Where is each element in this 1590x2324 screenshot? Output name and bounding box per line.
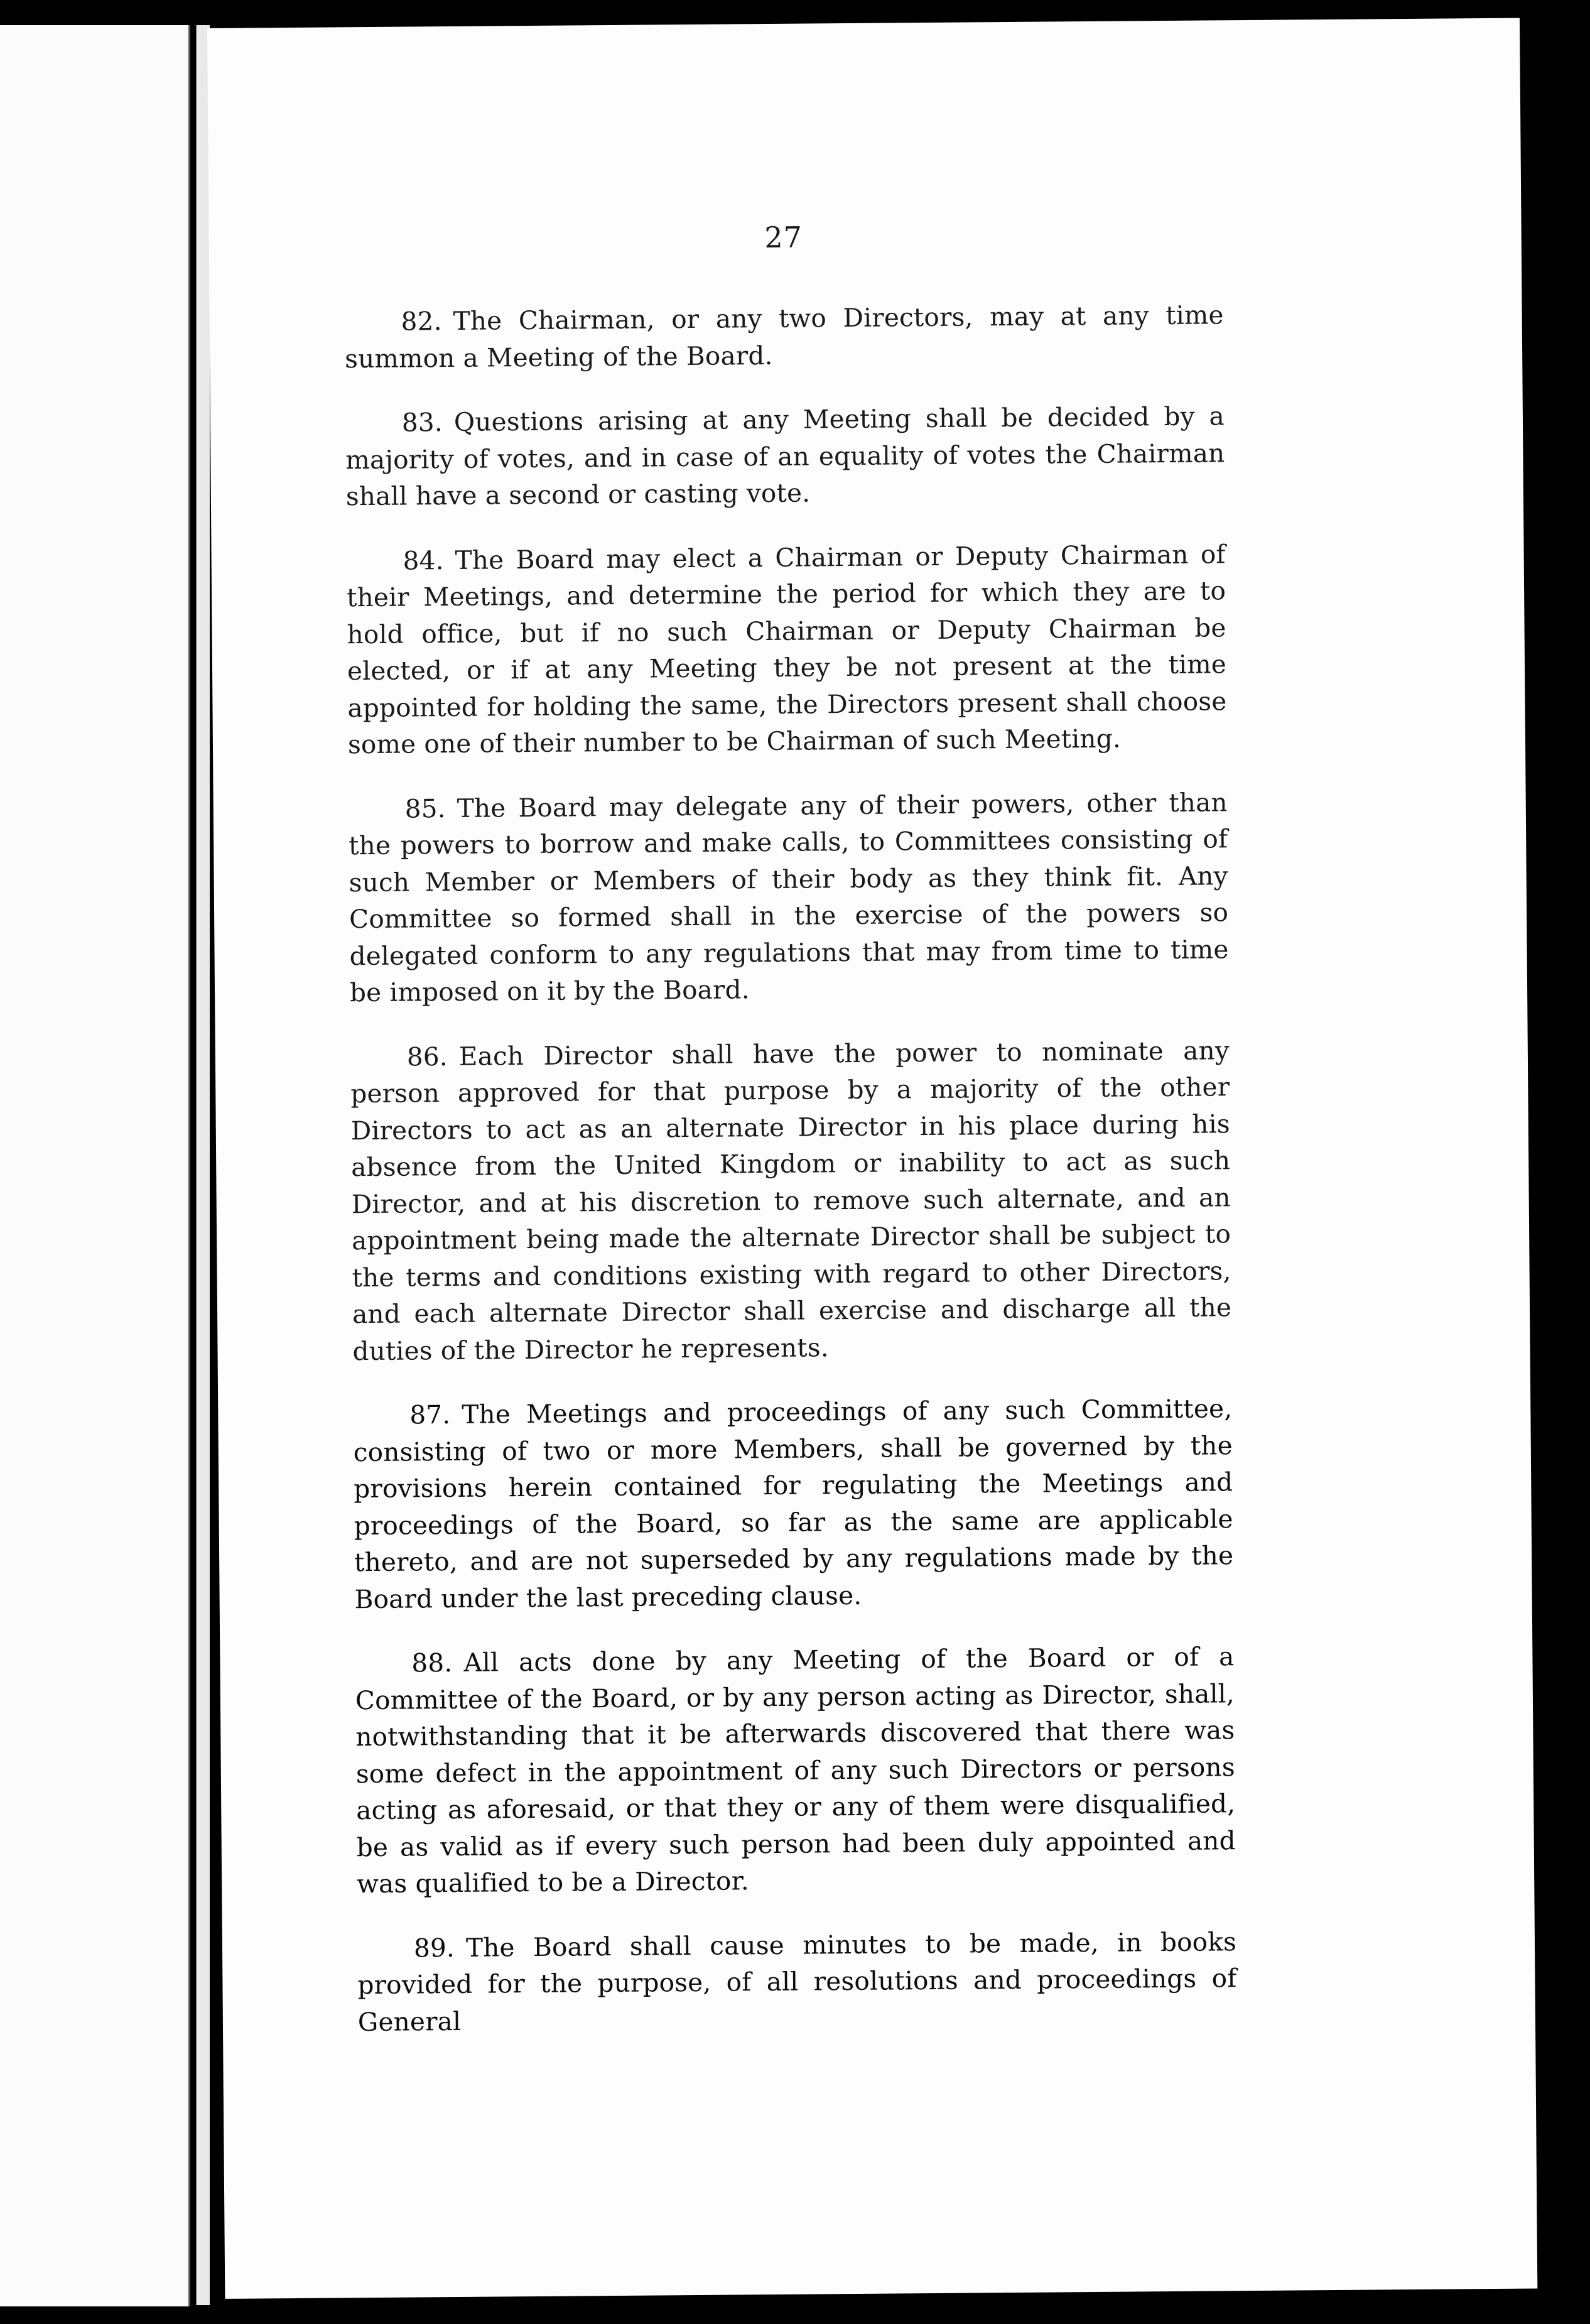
paragraph-83 [345, 398, 1225, 514]
text-column [343, 215, 1237, 2068]
clause-text: The Meetings and proceedings of any such Committee, consisting of two or more Members, shall be governed by the provisions herein contained for regulating the Meetings and proceedings of the Board, so far as the same are applicable thereto, and are not superseded by any regulations made by the Board under the last preceding clause. [353, 1393, 1234, 1614]
paragraph-88 [355, 1638, 1236, 1902]
paragraph-87 [353, 1390, 1234, 1617]
clause-text: The Chairman, or any two Directors, may at any time summon a Meeting of the Board. [344, 300, 1224, 374]
clause-number: 83. [401, 407, 443, 438]
clause-number: 82. [401, 306, 442, 337]
clause-text: All acts done by any Meeting of the Board or of a Committee of the Board, or by any person acting as Director, shall, notwithstanding that it be afterwards discovered that there was some defect in the appointment of any such Directors or persons acting as aforesaid, or that they or any of them were disqualified, be as valid as if every such person had been duly appointed and was qualified to be a Director. [355, 1641, 1236, 1899]
clause-text: Each Director shall have the power to nominate any person approved for that purpose by a majority of the other Directors to act as an alternate Director in his place during his absence from the United Kingdom or inability to act as such Director, and at his discretion to remove such alternate, and an appointment being made the alternate Director shall be subject to the terms and conditions existing with regard to other Directors, and each alternate Director shall exercise and discharge all the duties of the Director he represents. [350, 1034, 1232, 1366]
paragraph-85 [349, 784, 1230, 1011]
clause-number: 86. [406, 1041, 448, 1072]
previous-page-edge [0, 25, 190, 2306]
paragraph-82 [344, 296, 1224, 377]
clause-text: The Board may elect a Chairman or Deputy Chairman of their Meetings, and determine the period for which they are to hold office, but if no such Chairman or Deputy Chairman be elected, or if at any Meeting they be not present at the time appointed for holding the same, the Directors present shall choose some one of their number to be Chairman of such Meeting. [346, 538, 1227, 760]
document-page [207, 18, 1537, 2299]
paragraph-89 [357, 1923, 1237, 2040]
clause-text: The Board may delegate any of their powers, other than the powers to borrow and make calls, to Committees consisting of such Member or Members of their body as they think fit. Any Committee so formed shall in the exercise of the powers so delegated conform to any regulations that may from time to time be imposed on it by the Board. [349, 786, 1229, 1008]
clause-number: 84. [403, 545, 444, 576]
paragraph-84 [346, 536, 1227, 763]
clause-text: Questions arising at any Meeting shall be decided by a majority of votes, and in case of an equality of votes the Chairman shall have a second or casting vote. [345, 401, 1225, 512]
paragraph-86 [350, 1032, 1232, 1369]
page-binding-edge [196, 25, 210, 2305]
clause-number: 88. [411, 1648, 453, 1678]
clause-number: 87. [409, 1399, 451, 1430]
page-number: 27 [764, 220, 803, 255]
clause-number: 89. [413, 1932, 455, 1963]
clause-text: The Board shall cause minutes to be made, in books provided for the purpose, of all resolutions and proceedings of General [357, 1926, 1237, 2037]
clause-number: 85. [404, 793, 446, 824]
